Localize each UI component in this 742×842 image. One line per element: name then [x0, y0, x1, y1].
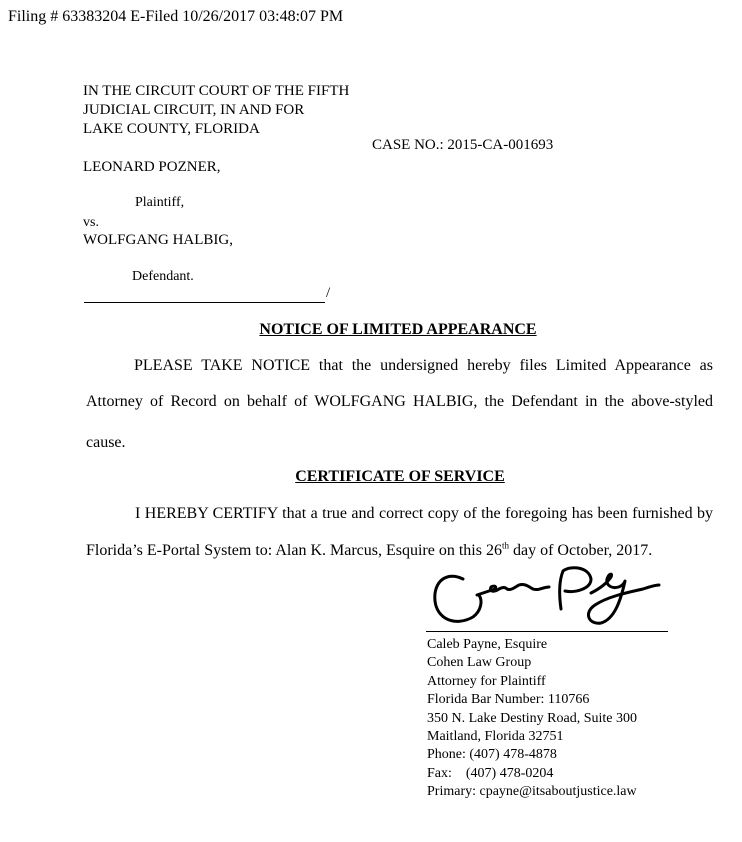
handwritten-signature: [425, 565, 675, 635]
notice-line-2: Attorney of Record on behalf of WOLFGANG HALBIG, the Defendant in the above-styled: [86, 393, 713, 410]
certificate-title: CERTIFICATE OF SERVICE: [295, 468, 505, 485]
caption-rule: [84, 302, 325, 303]
certificate-line-2-text: Florida’s E-Portal System to: Alan K. Marcus, Esquire on this 26: [86, 542, 502, 559]
certificate-line-1: I HEREBY CERTIFY that a true and correct copy of the foregoing has been furnished by: [135, 505, 713, 522]
phone-number: Phone: (407) 478-4878: [427, 747, 557, 763]
versus: vs.: [83, 215, 99, 230]
notice-title: NOTICE OF LIMITED APPEARANCE: [259, 321, 537, 338]
defendant-role: Defendant.: [132, 269, 194, 284]
filing-header: Filing # 63383204 E-Filed 10/26/2017 03:48:07 PM: [8, 8, 344, 25]
address-line-1: 350 N. Lake Destiny Road, Suite 300: [427, 710, 637, 726]
signature-block: [427, 636, 637, 802]
court-line-2: JUDICIAL CIRCUIT, IN AND FOR: [83, 102, 305, 118]
caption-slash: /: [326, 285, 331, 301]
certificate-line-2-end: day of October, 2017.: [508, 542, 653, 559]
bar-number: Florida Bar Number: 110766: [427, 692, 590, 708]
case-number: CASE NO.: 2015-CA-001693: [372, 137, 554, 153]
signature-rule: [426, 631, 668, 632]
notice-line-3: cause.: [86, 434, 126, 451]
attorney-role: Attorney for Plaintiff: [427, 673, 546, 689]
notice-line-1: PLEASE TAKE NOTICE that the undersigned hereby files Limited Appearance as: [134, 357, 713, 374]
plaintiff-role: Plaintiff,: [135, 195, 185, 210]
address-line-2: Maitland, Florida 32751: [427, 729, 564, 745]
defendant-name: WOLFGANG HALBIG,: [83, 232, 233, 248]
plaintiff-name: LEONARD POZNER,: [83, 159, 221, 175]
email-address: Primary: cpayne@itsaboutjustice.law: [427, 784, 637, 800]
fax-number: Fax: (407) 478-0204: [427, 765, 554, 781]
certificate-line-2: [86, 542, 652, 560]
court-line-1: IN THE CIRCUIT COURT OF THE FIFTH: [83, 83, 350, 99]
ordinal-suffix: th: [501, 540, 509, 551]
law-firm: Cohen Law Group: [427, 655, 532, 671]
court-line-3: LAKE COUNTY, FLORIDA: [83, 121, 260, 137]
attorney-name: Caleb Payne, Esquire: [427, 637, 548, 652]
court-caption: [83, 82, 349, 139]
